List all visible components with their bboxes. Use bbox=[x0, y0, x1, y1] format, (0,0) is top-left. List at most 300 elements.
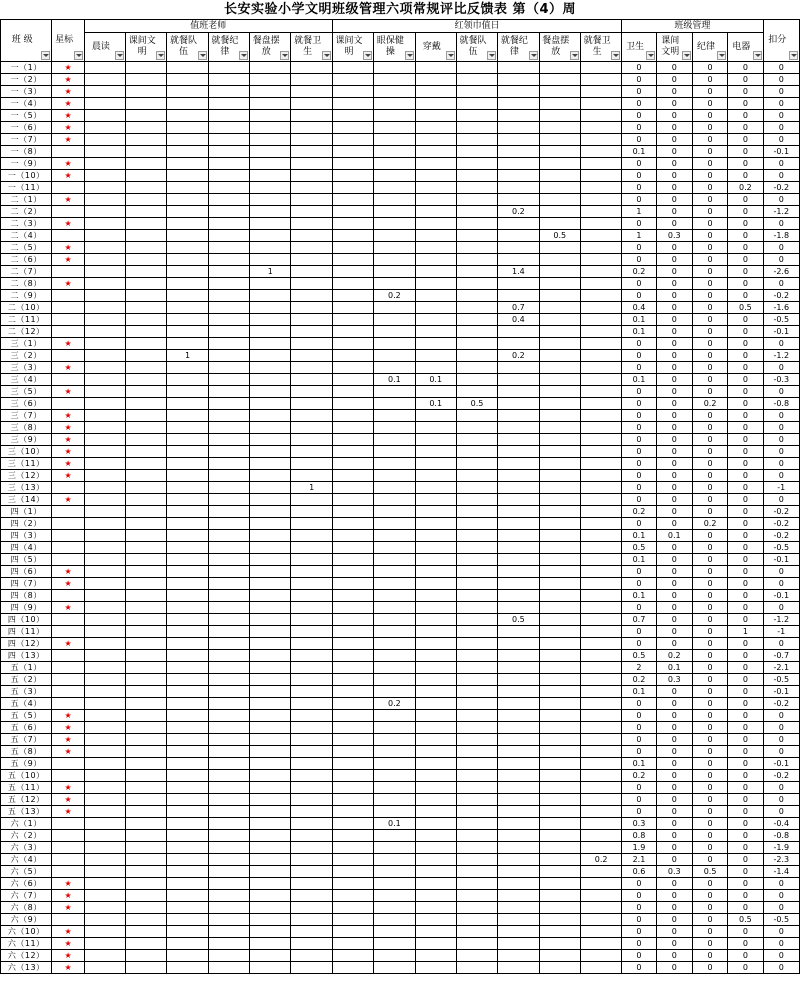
score-cell[interactable] bbox=[374, 674, 415, 686]
score-cell[interactable] bbox=[498, 578, 539, 590]
score-cell[interactable] bbox=[208, 122, 249, 134]
star-cell[interactable] bbox=[52, 590, 84, 602]
score-cell[interactable] bbox=[208, 470, 249, 482]
score-cell[interactable] bbox=[84, 818, 125, 830]
score-cell[interactable] bbox=[539, 374, 580, 386]
score-cell[interactable] bbox=[167, 230, 208, 242]
score-cell[interactable] bbox=[291, 446, 332, 458]
column-header[interactable] bbox=[332, 33, 373, 62]
column-header[interactable] bbox=[84, 33, 125, 62]
score-cell[interactable]: 0 bbox=[692, 530, 727, 542]
score-cell[interactable] bbox=[580, 734, 621, 746]
score-cell[interactable]: 0 bbox=[656, 110, 692, 122]
score-cell[interactable] bbox=[456, 806, 497, 818]
score-cell[interactable] bbox=[84, 146, 125, 158]
score-cell[interactable]: 0 bbox=[692, 830, 727, 842]
score-cell[interactable] bbox=[580, 494, 621, 506]
score-cell[interactable] bbox=[539, 578, 580, 590]
score-cell[interactable] bbox=[580, 74, 621, 86]
star-cell[interactable] bbox=[52, 518, 84, 530]
score-cell[interactable] bbox=[332, 242, 373, 254]
score-cell[interactable] bbox=[415, 602, 456, 614]
score-cell[interactable] bbox=[498, 710, 539, 722]
score-cell[interactable] bbox=[167, 374, 208, 386]
score-cell[interactable] bbox=[250, 914, 291, 926]
score-cell[interactable] bbox=[374, 230, 415, 242]
score-cell[interactable] bbox=[250, 410, 291, 422]
score-cell[interactable]: 0 bbox=[656, 590, 692, 602]
score-cell[interactable] bbox=[126, 362, 167, 374]
filter-dropdown-icon[interactable] bbox=[198, 51, 207, 60]
score-cell[interactable] bbox=[456, 422, 497, 434]
score-cell[interactable]: 0 bbox=[656, 950, 692, 962]
score-cell[interactable] bbox=[580, 482, 621, 494]
score-cell[interactable]: 0 bbox=[622, 578, 656, 590]
score-cell[interactable] bbox=[374, 710, 415, 722]
score-cell[interactable]: 0 bbox=[728, 362, 763, 374]
deduct-cell[interactable]: -0.8 bbox=[763, 830, 799, 842]
score-cell[interactable] bbox=[498, 326, 539, 338]
score-cell[interactable] bbox=[291, 146, 332, 158]
star-cell[interactable] bbox=[52, 230, 84, 242]
score-cell[interactable] bbox=[332, 950, 373, 962]
score-cell[interactable]: 0 bbox=[692, 878, 727, 890]
score-cell[interactable]: 0 bbox=[728, 878, 763, 890]
score-cell[interactable] bbox=[250, 566, 291, 578]
score-cell[interactable] bbox=[84, 386, 125, 398]
score-cell[interactable]: 0 bbox=[622, 86, 656, 98]
score-cell[interactable] bbox=[374, 590, 415, 602]
score-cell[interactable] bbox=[498, 890, 539, 902]
score-cell[interactable] bbox=[539, 206, 580, 218]
score-cell[interactable] bbox=[456, 206, 497, 218]
score-cell[interactable] bbox=[498, 734, 539, 746]
score-cell[interactable] bbox=[208, 698, 249, 710]
score-cell[interactable]: 0 bbox=[692, 422, 727, 434]
score-cell[interactable] bbox=[167, 866, 208, 878]
score-cell[interactable] bbox=[498, 818, 539, 830]
score-cell[interactable] bbox=[126, 506, 167, 518]
score-cell[interactable]: 0 bbox=[728, 830, 763, 842]
score-cell[interactable] bbox=[332, 902, 373, 914]
score-cell[interactable] bbox=[250, 458, 291, 470]
score-cell[interactable]: 0 bbox=[622, 194, 656, 206]
score-cell[interactable] bbox=[250, 542, 291, 554]
score-cell[interactable] bbox=[167, 518, 208, 530]
score-cell[interactable] bbox=[126, 146, 167, 158]
score-cell[interactable] bbox=[498, 830, 539, 842]
score-cell[interactable] bbox=[84, 770, 125, 782]
class-name-cell[interactable]: 二（6） bbox=[1, 254, 52, 266]
score-cell[interactable] bbox=[498, 770, 539, 782]
column-header[interactable] bbox=[580, 33, 621, 62]
score-cell[interactable]: 0 bbox=[692, 74, 727, 86]
score-cell[interactable] bbox=[126, 230, 167, 242]
score-cell[interactable] bbox=[167, 794, 208, 806]
score-cell[interactable]: 0 bbox=[622, 914, 656, 926]
score-cell[interactable]: 0 bbox=[656, 494, 692, 506]
score-cell[interactable] bbox=[498, 566, 539, 578]
score-cell[interactable]: 0 bbox=[728, 530, 763, 542]
score-cell[interactable] bbox=[415, 866, 456, 878]
score-cell[interactable] bbox=[415, 482, 456, 494]
score-cell[interactable] bbox=[84, 446, 125, 458]
score-cell[interactable] bbox=[126, 470, 167, 482]
score-cell[interactable] bbox=[84, 626, 125, 638]
score-cell[interactable] bbox=[580, 326, 621, 338]
score-cell[interactable] bbox=[456, 902, 497, 914]
score-cell[interactable] bbox=[167, 746, 208, 758]
score-cell[interactable] bbox=[208, 638, 249, 650]
score-cell[interactable]: 0 bbox=[692, 842, 727, 854]
score-cell[interactable] bbox=[332, 278, 373, 290]
score-cell[interactable]: 0 bbox=[728, 710, 763, 722]
score-cell[interactable] bbox=[580, 758, 621, 770]
score-cell[interactable]: 2 bbox=[622, 662, 656, 674]
score-cell[interactable] bbox=[374, 914, 415, 926]
score-cell[interactable] bbox=[539, 518, 580, 530]
score-cell[interactable] bbox=[126, 710, 167, 722]
score-cell[interactable] bbox=[126, 242, 167, 254]
score-cell[interactable]: 0.1 bbox=[622, 758, 656, 770]
score-cell[interactable] bbox=[250, 62, 291, 74]
score-cell[interactable] bbox=[250, 818, 291, 830]
score-cell[interactable] bbox=[291, 470, 332, 482]
score-cell[interactable] bbox=[208, 290, 249, 302]
score-cell[interactable] bbox=[167, 206, 208, 218]
score-cell[interactable]: 0 bbox=[656, 434, 692, 446]
score-cell[interactable] bbox=[167, 818, 208, 830]
score-cell[interactable]: 0 bbox=[692, 434, 727, 446]
score-cell[interactable] bbox=[291, 134, 332, 146]
star-cell[interactable] bbox=[52, 662, 84, 674]
star-cell[interactable] bbox=[52, 350, 84, 362]
star-icon[interactable]: ★ bbox=[52, 242, 84, 254]
score-cell[interactable] bbox=[167, 614, 208, 626]
filter-dropdown-icon[interactable] bbox=[115, 51, 124, 60]
score-cell[interactable] bbox=[539, 698, 580, 710]
score-cell[interactable] bbox=[291, 614, 332, 626]
score-cell[interactable] bbox=[291, 926, 332, 938]
filter-dropdown-icon[interactable] bbox=[682, 51, 691, 60]
score-cell[interactable] bbox=[580, 266, 621, 278]
score-cell[interactable]: 0 bbox=[622, 710, 656, 722]
score-cell[interactable] bbox=[332, 542, 373, 554]
score-cell[interactable] bbox=[374, 950, 415, 962]
score-cell[interactable] bbox=[539, 710, 580, 722]
score-cell[interactable] bbox=[84, 470, 125, 482]
score-cell[interactable] bbox=[167, 530, 208, 542]
score-cell[interactable] bbox=[126, 806, 167, 818]
score-cell[interactable]: 0 bbox=[728, 698, 763, 710]
score-cell[interactable] bbox=[580, 866, 621, 878]
score-cell[interactable] bbox=[250, 734, 291, 746]
score-cell[interactable] bbox=[84, 830, 125, 842]
score-cell[interactable] bbox=[374, 542, 415, 554]
score-cell[interactable] bbox=[250, 494, 291, 506]
score-cell[interactable] bbox=[374, 194, 415, 206]
score-cell[interactable]: 0 bbox=[728, 554, 763, 566]
score-cell[interactable] bbox=[539, 110, 580, 122]
score-cell[interactable] bbox=[167, 314, 208, 326]
score-cell[interactable] bbox=[250, 314, 291, 326]
class-name-cell[interactable]: 六（4） bbox=[1, 854, 52, 866]
score-cell[interactable] bbox=[539, 650, 580, 662]
class-name-cell[interactable]: 四（1） bbox=[1, 506, 52, 518]
score-cell[interactable]: 0.7 bbox=[498, 302, 539, 314]
score-cell[interactable] bbox=[208, 866, 249, 878]
score-cell[interactable] bbox=[291, 434, 332, 446]
score-cell[interactable]: 0.2 bbox=[656, 650, 692, 662]
score-cell[interactable]: 0 bbox=[622, 434, 656, 446]
score-cell[interactable] bbox=[539, 350, 580, 362]
score-cell[interactable] bbox=[456, 326, 497, 338]
deduct-cell[interactable]: -0.4 bbox=[763, 818, 799, 830]
star-icon[interactable]: ★ bbox=[52, 122, 84, 134]
score-cell[interactable] bbox=[415, 914, 456, 926]
score-cell[interactable] bbox=[167, 590, 208, 602]
deduct-cell[interactable]: 0 bbox=[763, 278, 799, 290]
score-cell[interactable]: 0 bbox=[692, 326, 727, 338]
score-cell[interactable]: 0.5 bbox=[622, 650, 656, 662]
score-cell[interactable] bbox=[84, 782, 125, 794]
score-cell[interactable] bbox=[415, 758, 456, 770]
score-cell[interactable] bbox=[498, 134, 539, 146]
score-cell[interactable] bbox=[250, 98, 291, 110]
deduct-cell[interactable]: -0.2 bbox=[763, 182, 799, 194]
score-cell[interactable] bbox=[126, 494, 167, 506]
score-cell[interactable]: 0 bbox=[728, 122, 763, 134]
score-cell[interactable]: 0 bbox=[692, 806, 727, 818]
score-cell[interactable] bbox=[539, 362, 580, 374]
score-cell[interactable] bbox=[539, 302, 580, 314]
class-name-cell[interactable]: 六（12） bbox=[1, 950, 52, 962]
score-cell[interactable] bbox=[580, 206, 621, 218]
deduct-cell[interactable]: 0 bbox=[763, 746, 799, 758]
score-cell[interactable] bbox=[250, 194, 291, 206]
score-cell[interactable] bbox=[332, 818, 373, 830]
score-cell[interactable] bbox=[498, 686, 539, 698]
star-icon[interactable]: ★ bbox=[52, 86, 84, 98]
score-cell[interactable] bbox=[167, 182, 208, 194]
score-cell[interactable] bbox=[84, 518, 125, 530]
score-cell[interactable] bbox=[415, 830, 456, 842]
deduct-cell[interactable]: 0 bbox=[763, 98, 799, 110]
score-cell[interactable] bbox=[291, 638, 332, 650]
score-cell[interactable] bbox=[456, 698, 497, 710]
score-cell[interactable] bbox=[415, 530, 456, 542]
score-cell[interactable]: 0 bbox=[692, 542, 727, 554]
score-cell[interactable]: 0 bbox=[656, 758, 692, 770]
score-cell[interactable] bbox=[208, 566, 249, 578]
score-cell[interactable] bbox=[539, 98, 580, 110]
score-cell[interactable] bbox=[84, 698, 125, 710]
score-cell[interactable] bbox=[374, 326, 415, 338]
score-cell[interactable] bbox=[456, 770, 497, 782]
score-cell[interactable] bbox=[580, 626, 621, 638]
deduct-cell[interactable]: -1.8 bbox=[763, 230, 799, 242]
score-cell[interactable]: 0 bbox=[656, 734, 692, 746]
score-cell[interactable]: 0 bbox=[656, 86, 692, 98]
score-cell[interactable] bbox=[374, 482, 415, 494]
score-cell[interactable]: 0 bbox=[656, 278, 692, 290]
star-icon[interactable]: ★ bbox=[52, 74, 84, 86]
star-icon[interactable]: ★ bbox=[52, 578, 84, 590]
class-name-cell[interactable]: 四（8） bbox=[1, 590, 52, 602]
score-cell[interactable] bbox=[374, 878, 415, 890]
score-cell[interactable] bbox=[126, 446, 167, 458]
score-cell[interactable] bbox=[84, 434, 125, 446]
score-cell[interactable] bbox=[415, 266, 456, 278]
score-cell[interactable] bbox=[456, 362, 497, 374]
class-name-cell[interactable]: 三（6） bbox=[1, 398, 52, 410]
score-cell[interactable] bbox=[332, 62, 373, 74]
class-name-cell[interactable]: 六（1） bbox=[1, 818, 52, 830]
star-cell[interactable] bbox=[52, 830, 84, 842]
column-header[interactable] bbox=[539, 33, 580, 62]
score-cell[interactable] bbox=[456, 590, 497, 602]
score-cell[interactable] bbox=[208, 218, 249, 230]
score-cell[interactable] bbox=[415, 770, 456, 782]
score-cell[interactable]: 0 bbox=[656, 254, 692, 266]
score-cell[interactable] bbox=[498, 794, 539, 806]
score-cell[interactable] bbox=[167, 326, 208, 338]
score-cell[interactable] bbox=[539, 530, 580, 542]
score-cell[interactable] bbox=[208, 206, 249, 218]
score-cell[interactable]: 0 bbox=[622, 746, 656, 758]
score-cell[interactable] bbox=[250, 206, 291, 218]
star-icon[interactable]: ★ bbox=[52, 338, 84, 350]
score-cell[interactable] bbox=[126, 650, 167, 662]
score-cell[interactable]: 0 bbox=[656, 878, 692, 890]
score-cell[interactable]: 0 bbox=[692, 962, 727, 974]
score-cell[interactable]: 0 bbox=[692, 758, 727, 770]
score-cell[interactable] bbox=[498, 362, 539, 374]
score-cell[interactable] bbox=[498, 782, 539, 794]
score-cell[interactable] bbox=[539, 482, 580, 494]
score-cell[interactable] bbox=[456, 74, 497, 86]
class-name-cell[interactable]: 三（10） bbox=[1, 446, 52, 458]
score-cell[interactable] bbox=[208, 338, 249, 350]
score-cell[interactable] bbox=[539, 338, 580, 350]
score-cell[interactable]: 0 bbox=[622, 338, 656, 350]
score-cell[interactable] bbox=[498, 158, 539, 170]
score-cell[interactable] bbox=[580, 218, 621, 230]
deduct-cell[interactable]: 0 bbox=[763, 578, 799, 590]
score-cell[interactable] bbox=[332, 878, 373, 890]
score-cell[interactable]: 0 bbox=[692, 734, 727, 746]
score-cell[interactable] bbox=[580, 806, 621, 818]
score-cell[interactable] bbox=[498, 854, 539, 866]
score-cell[interactable]: 0 bbox=[728, 74, 763, 86]
score-cell[interactable] bbox=[498, 278, 539, 290]
score-cell[interactable] bbox=[167, 686, 208, 698]
score-cell[interactable] bbox=[291, 914, 332, 926]
score-cell[interactable] bbox=[126, 566, 167, 578]
score-cell[interactable] bbox=[167, 914, 208, 926]
deduct-cell[interactable]: 0 bbox=[763, 902, 799, 914]
score-cell[interactable] bbox=[291, 878, 332, 890]
score-cell[interactable]: 0 bbox=[692, 458, 727, 470]
star-icon[interactable]: ★ bbox=[52, 170, 84, 182]
score-cell[interactable] bbox=[498, 590, 539, 602]
score-cell[interactable]: 0 bbox=[622, 410, 656, 422]
score-cell[interactable]: 0 bbox=[728, 146, 763, 158]
score-cell[interactable] bbox=[498, 470, 539, 482]
score-cell[interactable] bbox=[167, 134, 208, 146]
score-cell[interactable] bbox=[84, 542, 125, 554]
deduct-cell[interactable]: 0 bbox=[763, 386, 799, 398]
score-cell[interactable]: 0.5 bbox=[622, 542, 656, 554]
score-cell[interactable] bbox=[167, 446, 208, 458]
score-cell[interactable] bbox=[498, 914, 539, 926]
class-name-cell[interactable]: 五（12） bbox=[1, 794, 52, 806]
score-cell[interactable] bbox=[208, 170, 249, 182]
score-cell[interactable]: 1.9 bbox=[622, 842, 656, 854]
score-cell[interactable] bbox=[374, 554, 415, 566]
score-cell[interactable] bbox=[126, 698, 167, 710]
score-cell[interactable]: 0 bbox=[728, 662, 763, 674]
column-header[interactable] bbox=[692, 33, 727, 62]
score-cell[interactable] bbox=[208, 98, 249, 110]
class-name-cell[interactable]: 五（5） bbox=[1, 710, 52, 722]
deduct-cell[interactable]: 0 bbox=[763, 722, 799, 734]
score-cell[interactable] bbox=[580, 374, 621, 386]
score-cell[interactable] bbox=[415, 182, 456, 194]
score-cell[interactable] bbox=[291, 674, 332, 686]
score-cell[interactable] bbox=[291, 170, 332, 182]
score-cell[interactable] bbox=[332, 662, 373, 674]
score-cell[interactable] bbox=[539, 938, 580, 950]
score-cell[interactable]: 0.2 bbox=[692, 518, 727, 530]
score-cell[interactable] bbox=[291, 530, 332, 542]
score-cell[interactable] bbox=[498, 806, 539, 818]
class-name-cell[interactable]: 五（9） bbox=[1, 758, 52, 770]
score-cell[interactable] bbox=[208, 506, 249, 518]
score-cell[interactable]: 0 bbox=[692, 770, 727, 782]
score-cell[interactable] bbox=[580, 590, 621, 602]
score-cell[interactable]: 0 bbox=[622, 806, 656, 818]
score-cell[interactable] bbox=[291, 950, 332, 962]
score-cell[interactable] bbox=[332, 866, 373, 878]
score-cell[interactable] bbox=[291, 626, 332, 638]
score-cell[interactable] bbox=[291, 770, 332, 782]
star-cell[interactable] bbox=[52, 686, 84, 698]
score-cell[interactable] bbox=[332, 482, 373, 494]
score-cell[interactable]: 0 bbox=[656, 746, 692, 758]
class-name-cell[interactable]: 五（6） bbox=[1, 722, 52, 734]
class-name-cell[interactable]: 二（11） bbox=[1, 314, 52, 326]
score-cell[interactable] bbox=[498, 146, 539, 158]
score-cell[interactable] bbox=[374, 734, 415, 746]
score-cell[interactable]: 0 bbox=[622, 938, 656, 950]
score-cell[interactable] bbox=[374, 242, 415, 254]
score-cell[interactable] bbox=[208, 806, 249, 818]
score-cell[interactable] bbox=[415, 638, 456, 650]
score-cell[interactable]: 0 bbox=[728, 398, 763, 410]
deduct-cell[interactable]: 0 bbox=[763, 782, 799, 794]
score-cell[interactable] bbox=[498, 422, 539, 434]
score-cell[interactable] bbox=[84, 734, 125, 746]
score-cell[interactable] bbox=[291, 386, 332, 398]
score-cell[interactable] bbox=[167, 782, 208, 794]
score-cell[interactable]: 0 bbox=[622, 902, 656, 914]
score-cell[interactable] bbox=[539, 554, 580, 566]
score-cell[interactable] bbox=[415, 110, 456, 122]
score-cell[interactable] bbox=[208, 266, 249, 278]
deduct-cell[interactable]: 0 bbox=[763, 566, 799, 578]
score-cell[interactable]: 0.2 bbox=[622, 506, 656, 518]
